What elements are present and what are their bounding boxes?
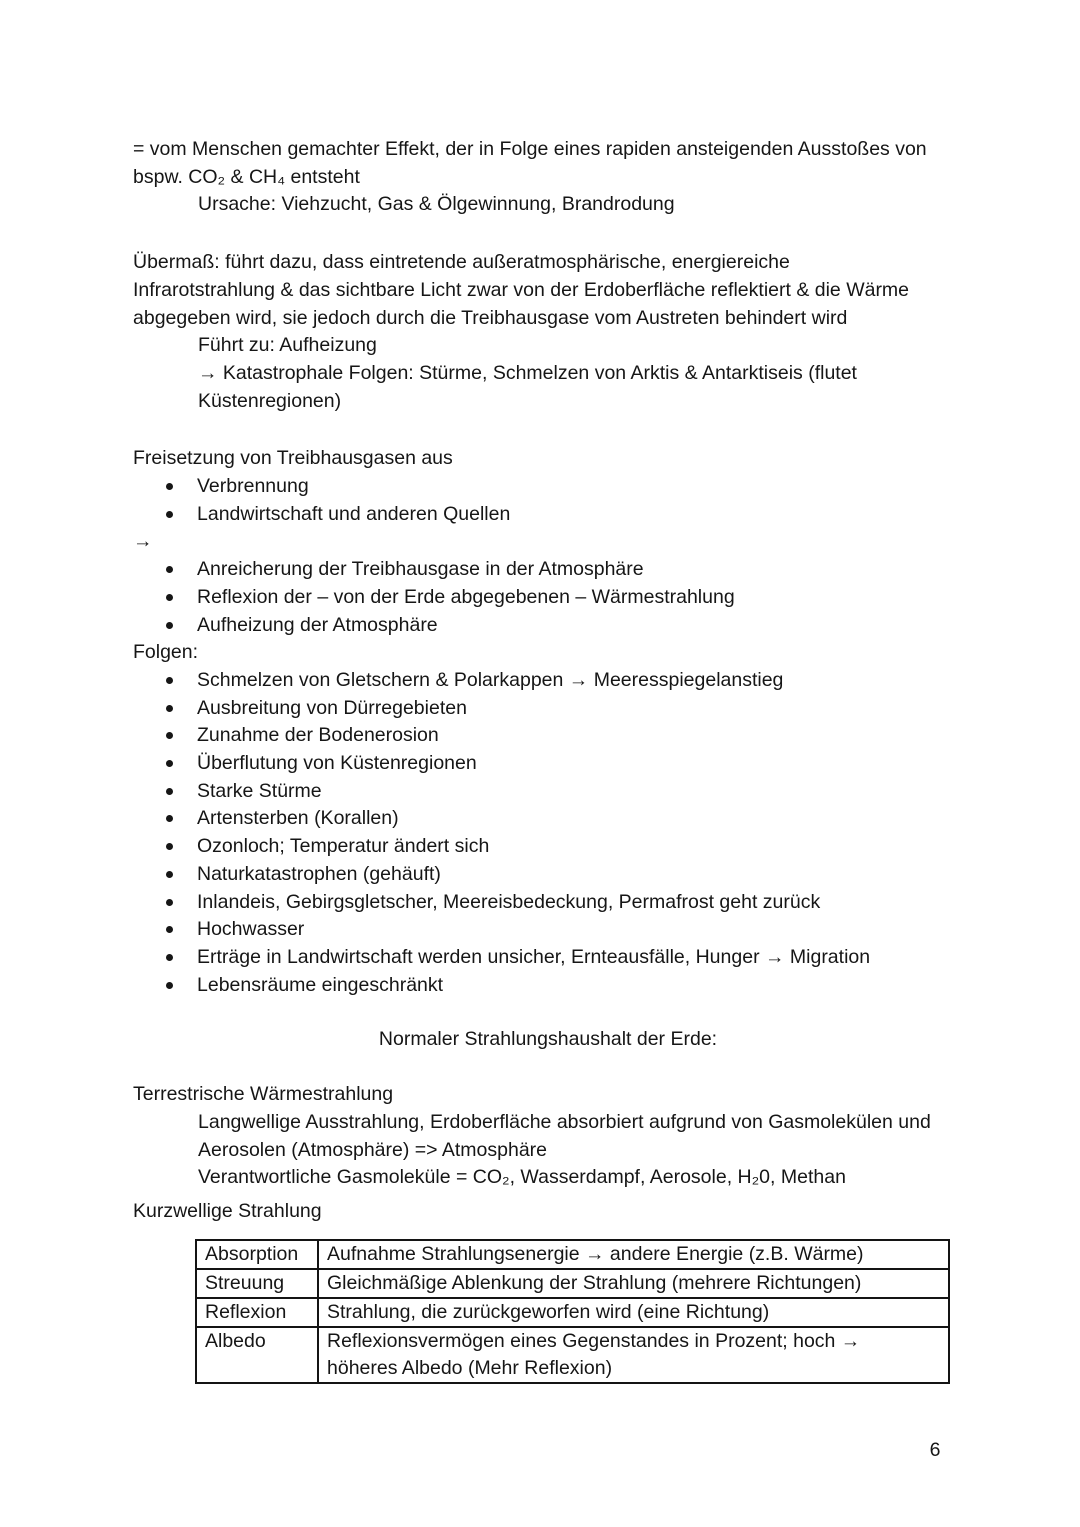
text-line: Übermaß: führt dazu, dass eintretende außeratmosphärische, energiereiche bbox=[133, 251, 790, 274]
section-heading: Terrestrische Wärmestrahlung bbox=[133, 1083, 394, 1106]
list-item-text: Verbrennung bbox=[197, 475, 309, 498]
table-definition-cell bbox=[318, 1240, 949, 1269]
table-definition-cell bbox=[318, 1269, 949, 1298]
list-item-text: Lebensräume eingeschränkt bbox=[197, 973, 444, 996]
text-line: = vom Menschen gemachter Effekt, der in Folge eines rapiden ansteigenden Ausstoßes von bbox=[133, 138, 927, 160]
bullet-icon bbox=[166, 511, 173, 518]
table-row bbox=[196, 1298, 949, 1327]
table-row bbox=[196, 1327, 949, 1383]
bullet-icon bbox=[166, 622, 173, 629]
list-item-text: Naturkatastrophen (gehäuft) bbox=[197, 862, 441, 885]
list-item bbox=[133, 861, 963, 889]
bullet-icon bbox=[166, 566, 173, 573]
list-item bbox=[133, 612, 963, 640]
page-content bbox=[133, 136, 963, 1384]
bullet-icon bbox=[166, 815, 173, 822]
table-definition-line: Reflexionsvermögen eines Gegenstandes in Prozent; hoch → bbox=[327, 1329, 861, 1352]
list-item-text: Anreicherung der Treibhausgase in der Atmosphäre bbox=[197, 558, 644, 581]
definition-paragraph bbox=[133, 136, 963, 219]
page-number: 6 bbox=[929, 1439, 941, 1461]
list-item bbox=[133, 667, 963, 695]
cause-line: Ursache: Viehzucht, Gas & Ölgewinnung, Brandrodung bbox=[198, 193, 675, 216]
bullet-icon bbox=[166, 843, 173, 850]
table-definition-line: Gleichmäßige Ablenkung der Strahlung (mehrere Richtungen) bbox=[327, 1271, 862, 1294]
list-item-text: Inlandeis, Gebirgsgletscher, Meereisbedeckung, Permafrost geht zurück bbox=[197, 890, 821, 913]
text-line: Verantwortliche Gasmoleküle = CO₂, Wasserdampf, Aerosole, H₂0, Methan bbox=[198, 1166, 846, 1189]
list-item-text: Hochwasser bbox=[197, 918, 305, 941]
bullet-icon bbox=[166, 788, 173, 795]
table-term-cell: Streuung bbox=[196, 1269, 318, 1298]
list-item-text: Aufheizung der Atmosphäre bbox=[197, 613, 438, 636]
bullet-icon bbox=[166, 483, 173, 490]
list-item-text: Erträge in Landwirtschaft werden unsicher, Ernteausfälle, Hunger → Migration bbox=[197, 945, 871, 968]
text-line: abgegeben wird, sie jedoch durch die Treibhausgase vom Austreten behindert wird bbox=[133, 306, 848, 329]
consequence-line: → Katastrophale Folgen: Stürme, Schmelzen von Arktis & Antarktiseis (flutet bbox=[198, 361, 857, 384]
release-section bbox=[133, 445, 963, 999]
table-definition-line: Aufnahme Strahlungsenergie → andere Energie (z.B. Wärme) bbox=[327, 1242, 864, 1265]
list-item-text: Überflutung von Küstenregionen bbox=[197, 752, 477, 775]
terrestrial-section bbox=[133, 1081, 963, 1192]
bullet-icon bbox=[166, 677, 173, 684]
list-item bbox=[133, 916, 963, 944]
table-definition-cell bbox=[318, 1298, 949, 1327]
text-line: Infrarotstrahlung & das sichtbare Licht zwar von der Erdoberfläche reflektiert & die Wärme bbox=[133, 278, 910, 301]
text-line: bspw. CO₂ & CH₄ entsteht bbox=[133, 165, 360, 188]
section-heading: Freisetzung von Treibhausgasen aus bbox=[133, 447, 453, 470]
table-row bbox=[196, 1240, 949, 1269]
list-item bbox=[133, 750, 963, 778]
list-item bbox=[133, 972, 963, 1000]
text-line: Aerosolen (Atmosphäre) => Atmosphäre bbox=[198, 1138, 548, 1161]
list-item bbox=[133, 833, 963, 861]
list-item-text: Artensterben (Korallen) bbox=[197, 807, 399, 830]
definitions-table bbox=[195, 1239, 950, 1384]
arrow-line: → bbox=[133, 530, 153, 553]
list-item bbox=[133, 501, 963, 529]
list-item bbox=[133, 805, 963, 833]
excess-paragraph bbox=[133, 249, 963, 415]
list-item bbox=[133, 778, 963, 806]
list-item-text: Reflexion der – von der Erde abgegebenen – Wärmestrahlung bbox=[197, 585, 735, 608]
radiation-budget-title: Normaler Strahlungshaushalt der Erde: bbox=[378, 1028, 718, 1051]
list-item-text: Ozonloch; Temperatur ändert sich bbox=[197, 835, 490, 858]
bullet-icon bbox=[166, 926, 173, 933]
list-item-text: Ausbreitung von Dürregebieten bbox=[197, 696, 467, 719]
list-item-text: Landwirtschaft und anderen Quellen bbox=[197, 502, 511, 525]
list-item bbox=[133, 584, 963, 612]
bullet-icon bbox=[166, 594, 173, 601]
list-item-text: Starke Stürme bbox=[197, 779, 322, 802]
list-item bbox=[133, 889, 963, 917]
bullet-icon bbox=[166, 732, 173, 739]
table-definition-line: Strahlung, die zurückgeworfen wird (eine Richtung) bbox=[327, 1300, 770, 1323]
bullet-icon bbox=[166, 871, 173, 878]
bullet-icon bbox=[166, 954, 173, 961]
text-line: Langwellige Ausstrahlung, Erdoberfläche absorbiert aufgrund von Gasmolekülen und bbox=[198, 1110, 931, 1133]
section-heading: Folgen: bbox=[133, 641, 199, 664]
list-item bbox=[133, 944, 963, 972]
bullet-icon bbox=[166, 760, 173, 767]
list-item-text: Zunahme der Bodenerosion bbox=[197, 724, 439, 747]
consequence-line: Küstenregionen) bbox=[198, 389, 342, 412]
bullet-icon bbox=[166, 982, 173, 989]
list-item bbox=[133, 556, 963, 584]
list-item bbox=[133, 695, 963, 723]
list-item bbox=[133, 473, 963, 501]
table-definition-cell bbox=[318, 1327, 949, 1383]
shortwave-heading: Kurzwellige Strahlung bbox=[133, 1199, 322, 1222]
bullet-icon bbox=[166, 899, 173, 906]
list-item-text: Schmelzen von Gletschern & Polarkappen → Meeresspiegelanstieg bbox=[197, 668, 784, 691]
table-term-cell: Absorption bbox=[196, 1240, 318, 1269]
list-item bbox=[133, 722, 963, 750]
table-term-cell: Reflexion bbox=[196, 1298, 318, 1327]
bullet-icon bbox=[166, 705, 173, 712]
table-row bbox=[196, 1269, 949, 1298]
leads-to-line: Führt zu: Aufheizung bbox=[198, 334, 377, 357]
table-term-cell: Albedo bbox=[196, 1327, 318, 1383]
table-definition-line: höheres Albedo (Mehr Reflexion) bbox=[327, 1356, 613, 1379]
